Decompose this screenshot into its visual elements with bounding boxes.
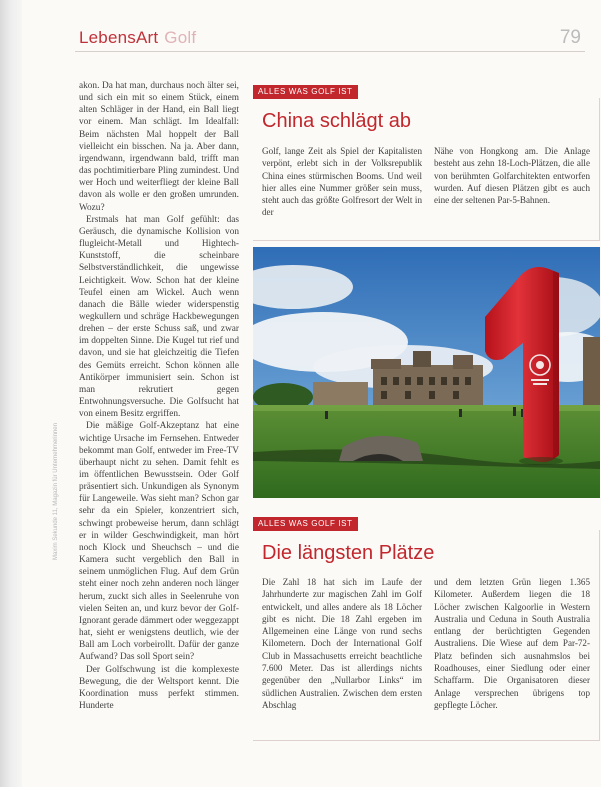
body-paragraph: akon. Da hat man, durchaus noch älter sei, und sich ein mit so einem Stück, einem alten Schläger in der Hand, ein Ball liegt vor einem. Man schlägt. Im Idealfall: Beim nächsten Mal hoppelt der Ball vielleicht ein bisschen. Na ja. Aber dann, irgendwann, irgendwann bald, trifft man das pochtimitierbare Pling zumindest. Und wer Hoch und weiterfliegt der kleine Ball davon als wolle er den großen umrunden. Wozu? (79, 81, 239, 213)
section-title: LebensArt (79, 28, 159, 47)
magazine-page (22, 0, 601, 787)
section-subtitle: Golf (164, 28, 197, 47)
page-gutter (0, 0, 22, 787)
infobox-label: ALLES WAS GOLF IST (253, 517, 358, 531)
body-paragraph: Erstmals hat man Golf gefühlt: das Geräusch, die dynamische Kollision von flugleicht-Metall und Hightech-Kunststoff, die scheinbare Selbstverständlichkeit, die ungewisse Leichtigkeit. Wow. Schon hat der kleine Teufel einen am Wickel. Auch wenn danach die Bälle wieder widerspenstig wegkullern und schräge Hackbewegungen drehen – der erste Schuss saß, und zwar im doppelten Sinne. Die Kugel tut rief und davon, und sie hat gleichzeitig die Tiefen des Gemüts erreicht. Schon können alle Antikörper immunisiert sein. Schon ist man rekrutiert gegen Entwohnungsversuche. Die Golfsucht hat von einem Besitz ergriffen. (79, 214, 239, 420)
infobox-text-col2: und dem letzten Grün liegen 1.365 Kilometer. Außerdem liegen die 18 Löcher zwischen Kalgoorlie in Western Australia und Ceduna in South Australia entlang der berüchtigten Gegenden Australiens. Die Wiese auf dem Par-72-Platz befinden sich ausnahmslos bei Roadhouses, einer Siedlung oder einer Schaffarm. Die Organisatoren dieser Anlage versprechen übrigens top gepflegte Löcher. (434, 577, 590, 710)
infobox-title: Die längsten Plätze (262, 542, 435, 564)
golf-course-photo (253, 247, 600, 498)
infobox-text-col1: Golf, lange Zeit als Spiel der Kapitalisten verpönt, erlebt sich in der Volksrepublik China eines stürmischen Booms. Und weil hier alles eine Nummer größer sein muss, steht auch das größte Golfresort der Welt in der (262, 146, 422, 218)
infobox-label: ALLES WAS GOLF IST (253, 85, 358, 99)
body-paragraph: Die mäßige Golf-Akzeptanz hat eine wichtige Ursache im Fernsehen. Entweder bekommt man Golf, entweder im Free-TV überhaupt nicht zu sehen. Damit fehlt es im öffentlichen Bewusstsein. Oder Golf präsentiert sich. Unkundigen als Synonym für Langeweile. Was sieht man? Schon gar sehr da ein Spieler, konzentriert sich, schwingt probeweise herum, dann schlägt er in wilder Geschwindigkeit, man hört noch Klock und Sheuchsch – und die Kamera sucht vergeblich den Ball in seinem unmöglichen Flug. Auf dem Grün steht einer noch zehn anderen noch länger herum, zuckt sich alles in Seelenruhe von vielen Seiten an, und kurz bevor der Golf-Ignorant gerade dämmert oder weggezappt hat, sieht er wenigstens deutlich, wie der Ball am Loch vorbeirollt. Dafür der ganze Aufwand? Das soll Sport sein? (79, 421, 239, 663)
article-column-left (79, 80, 239, 712)
photo-illustration (253, 247, 600, 498)
infobox-text-col2: Nähe von Hongkong am. Die Anlage besteht aus zehn 18-Loch-Plätzen, die alle von berühmten Golfarchitekten entworfen wurden. Auf diesen Plätzen gibt es auch eine der seltenen Par-5-Bahnen. (434, 146, 590, 206)
infobox-title: China schlägt ab (262, 110, 411, 132)
header-divider (75, 51, 585, 52)
side-credit: Maxim Sekunde 11, Magazin für Unternehmerinnen (53, 423, 59, 560)
running-head (79, 28, 196, 48)
page-number: 79 (559, 27, 581, 48)
infobox-text-col1: Die Zahl 18 hat sich im Laufe der Jahrhunderte zur magischen Zahl im Golf entwickelt, und alles andere als 18 Löcher gibt es nicht. Die 18 Zahl ergeben im Allgemeinen eine Länge von rund sechs Kilometern. Doch der International Golf Club in Massachusetts erreicht beachtliche 7.600 Meter. Das ist allerdings nichts gegenüber den „Nullarbor Links“ im südlichen Australien. Zwischen dem ersten Abschlag (262, 577, 422, 710)
body-paragraph: Der Golfschwung ist die komplexeste Bewegung, die der Weltsport kennt. Die Koordination muss perfekt stimmen. Hunderte (79, 664, 239, 711)
